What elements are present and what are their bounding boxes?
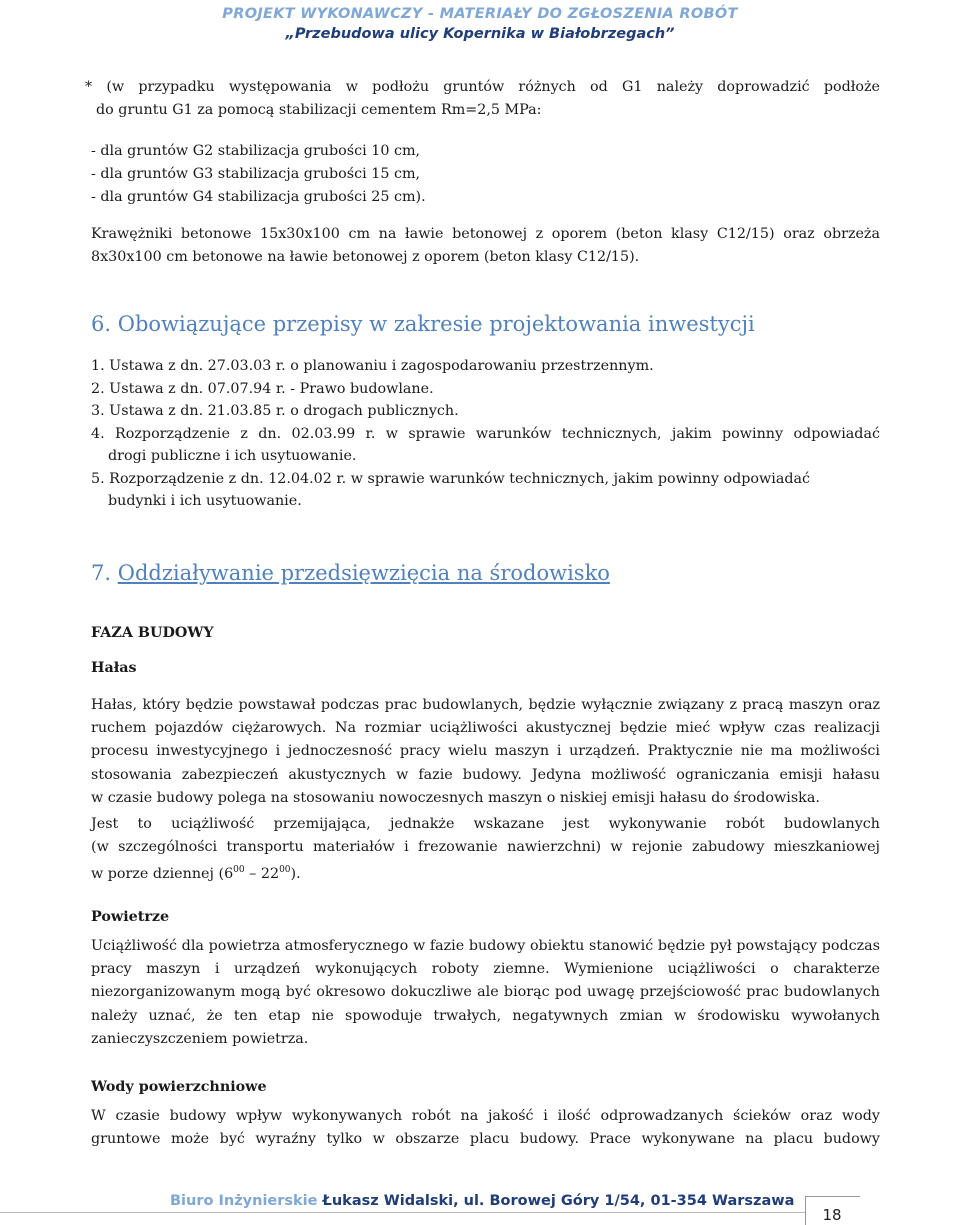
paragraph-line: W czasie budowy wpływ wykonywanych robót na jakość i ilość odprowadzanych ścieków oraz wody <box>91 1108 880 1124</box>
footer-address: Łukasz Widalski, ul. Borowej Góry 1/54, 01-354 Warszawa <box>322 1193 795 1209</box>
paragraph-line: w czasie budowy polega na stosowaniu nowoczesnych maszyn o niskiej emisji hałasu do środowiska. <box>91 789 820 806</box>
list-item: 2. Ustawa z dn. 07.07.94 r. - Prawo budowlane. <box>91 380 434 397</box>
section-6-heading <box>91 312 755 336</box>
paragraph-line: Krawężniki betonowe 15x30x100 cm na ławie betonowej z oporem (beton klasy C12/15) oraz obrzeża <box>91 226 880 242</box>
header-project-name: „Przebudowa ulicy Kopernika w Białobrzegach” <box>285 26 675 42</box>
list-item: 5. Rozporządzenie z dn. 12.04.02 r. w sprawie warunków technicznych, jakim powinny odpowiadać <box>91 470 811 487</box>
footer-company-name: Biuro Inżynierskie <box>170 1193 318 1209</box>
paragraph-line: zanieczyszczeniem powietrza. <box>91 1030 309 1047</box>
note-line: do gruntu G1 za pomocą stabilizacji cementem Rm=2,5 MPa: <box>96 102 542 119</box>
surface-water-heading: Wody powierzchniowe <box>91 1079 267 1095</box>
paragraph-line: Hałas, który będzie powstawał podczas prac budowlanych, będzie wyłącznie związany z pracą maszyn oraz <box>91 697 880 713</box>
section-number: 7. <box>91 561 112 585</box>
note-list <box>91 140 791 210</box>
header-project-title: PROJEKT WYKONAWCZY - MATERIAŁY DO ZGŁOSZENIA ROBÓT <box>222 6 738 22</box>
note-paragraph <box>85 76 880 122</box>
text-fragment: ). <box>290 866 301 883</box>
text-fragment: – 22 <box>244 866 280 883</box>
phase-heading: FAZA BUDOWY <box>91 625 214 641</box>
list-item: - dla gruntów G3 stabilizacja grubości 15 cm, <box>91 166 421 183</box>
paragraph-line: procesu inwestycyjnego i jednoczesność pracy wielu maszyn i urządzeń. Praktycznie nie ma możliwości <box>91 743 880 760</box>
paragraph-line: należy uznać, że ten etap nie spowoduje trwałych, negatywnych zmian w środowisku wywołanych <box>91 1007 880 1024</box>
paragraph-line: Jest to uciążliwość przemijająca, jednakże wskazane jest wykonywanie robót budowlanych <box>91 816 880 832</box>
paragraph-line: niezorganizowanym mogą być okresowo dokuczliwe ale biorąc pod uwagę przejściowość prac budowlanych <box>91 984 880 1001</box>
list-item: 1. Ustawa z dn. 27.03.03 r. o planowaniu i zagospodarowaniu przestrzennym. <box>91 358 654 374</box>
section-title: Obowiązujące przepisy w zakresie projektowania inwestycji <box>117 312 755 336</box>
air-paragraph <box>91 935 880 1051</box>
superscript: 00 <box>233 865 245 876</box>
paragraph-line: (w szczególności transportu materiałów i frezowanie nawierzchni) w rejonie zabudowy mieszkaniowej <box>91 839 880 856</box>
text-fragment: w porze dziennej (6 <box>91 866 234 883</box>
list-item: 3. Ustawa z dn. 21.03.85 r. o drogach publicznych. <box>91 403 459 419</box>
note-line: * (w przypadku występowania w podłożu gruntów różnych od G1 należy doprowadzić podłoże <box>85 79 880 95</box>
paragraph-line <box>91 859 880 886</box>
surface-water-paragraph <box>91 1105 880 1151</box>
air-heading: Powietrze <box>91 909 170 925</box>
paragraph-line: pracy maszyn i urządzeń wykonujących roboty ziemne. Wymienione uciążliwości o charakterze <box>91 961 880 978</box>
regulations-list <box>91 355 880 513</box>
section-number: 6. <box>91 312 112 336</box>
section-title: Oddziaływanie przedsięwzięcia na środowisko <box>117 561 610 585</box>
paragraph-line: Uciążliwość dla powietrza atmosferycznego w fazie budowy obiektu stanowić będzie pył powstający podczas <box>91 938 880 954</box>
superscript: 00 <box>279 865 291 876</box>
list-item: budynki i ich usytuowanie. <box>108 493 302 509</box>
list-item: - dla gruntów G4 stabilizacja grubości 25 cm). <box>91 189 426 206</box>
paragraph-line: 8x30x100 cm betonowe na ławie betonowej z oporem (beton klasy C12/15). <box>91 249 640 266</box>
paragraph-line: stosowania zabezpieczeń akustycznych w fazie budowy. Jedyna możliwość ograniczania emisji hałasu <box>91 766 880 783</box>
list-item: 4. Rozporządzenie z dn. 02.03.99 r. w sprawie warunków technicznych, jakim powinny odpowiadać <box>91 425 880 442</box>
curbs-paragraph <box>91 223 880 269</box>
list-item: drogi publiczne i ich usytuowanie. <box>108 448 357 464</box>
footer-divider <box>0 1212 805 1213</box>
noise-paragraph-2 <box>91 813 880 886</box>
paragraph-line: gruntowe może być wyraźny tylko w obszarze placu budowy. Prace wykonywane na placu budowy <box>91 1131 880 1148</box>
noise-heading: Hałas <box>91 660 137 676</box>
page-number: 18 <box>822 1206 842 1224</box>
noise-paragraph-1 <box>91 694 880 810</box>
footer-company <box>170 1193 794 1209</box>
list-item: - dla gruntów G2 stabilizacja grubości 10 cm, <box>91 143 421 159</box>
paragraph-line: ruchem pojazdów ciężarowych. Na rozmiar uciążliwości akustycznej będzie mieć wpływ czas realizacji <box>91 720 880 737</box>
section-7-heading <box>91 561 610 585</box>
